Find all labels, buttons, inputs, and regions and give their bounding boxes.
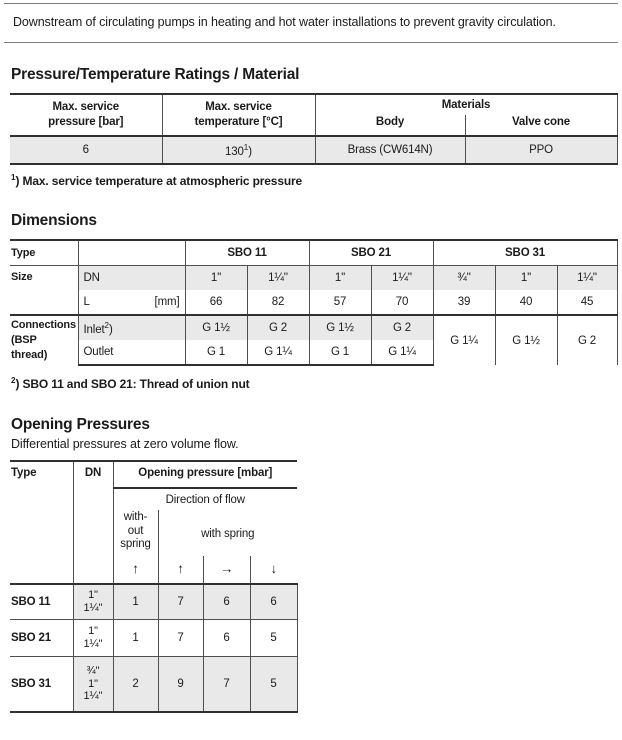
sbo31-thread-value: G 1¼ xyxy=(433,315,495,365)
row-type-label: SBO 21 xyxy=(10,619,73,656)
row-dn-values xyxy=(73,584,113,619)
type-label: Type xyxy=(10,240,78,265)
inlet-text: Inlet xyxy=(83,323,105,336)
max-pressure-header xyxy=(10,94,162,136)
without-spring-line: spring xyxy=(120,538,151,550)
dn-value: 1¼'' xyxy=(371,265,433,290)
dn-line: 1'' xyxy=(88,677,98,690)
outlet-label: Outlet xyxy=(78,340,185,365)
ratings-section-heading: Pressure/Temperature Ratings / Material xyxy=(11,66,300,83)
footnote-text: ) SBO 11 and SBO 21: Thread of union nut xyxy=(15,377,250,391)
connections-line: (BSP thread) xyxy=(11,334,48,361)
pressure-value: 2 xyxy=(113,656,158,712)
opening-pressures-section-heading: Opening Pressures xyxy=(11,416,150,433)
length-value: 70 xyxy=(371,290,433,315)
pressure-value: 6 xyxy=(203,619,250,656)
dn-value: 1'' xyxy=(185,265,247,290)
connections-line: Connections xyxy=(11,319,76,331)
pressure-value: 6 xyxy=(203,584,250,619)
ratings-header-row xyxy=(10,94,617,115)
pressure-value: 7 xyxy=(158,619,203,656)
length-value: 39 xyxy=(433,290,495,315)
length-value: 82 xyxy=(247,290,309,315)
without-spring-header xyxy=(113,510,158,556)
header-line: Max. service xyxy=(205,101,272,113)
header-line: pressure [bar] xyxy=(48,116,124,128)
opening-pressures-table xyxy=(10,460,298,713)
dn-line: 1¼'' xyxy=(83,601,103,614)
footnote-marker: 2 xyxy=(104,320,109,330)
materials-header: Materials xyxy=(315,94,617,115)
outlet-value: G 1 xyxy=(309,340,371,365)
sbo31-thread-value: G 1½ xyxy=(495,315,557,365)
dn-line: 1¼'' xyxy=(83,690,103,702)
opening-header-row xyxy=(10,461,297,488)
dn-row xyxy=(10,265,617,290)
outlet-value: G 1¼ xyxy=(371,340,433,365)
length-value: 66 xyxy=(185,290,247,315)
body-header: Body xyxy=(375,116,405,128)
header-line: Max. service xyxy=(52,101,120,113)
dn-label: DN xyxy=(78,265,185,290)
without-spring-line: with- xyxy=(123,511,148,523)
dn-value: 1'' xyxy=(309,265,371,290)
empty-cell xyxy=(78,240,185,265)
group-header-sbo11: SBO 11 xyxy=(185,240,309,265)
dn-line: 1'' xyxy=(88,625,98,637)
dn-line: 1¼'' xyxy=(83,637,103,650)
without-spring-line: out xyxy=(127,524,144,537)
application-description: Downstream of circulating pumps in heating and hot water installations to prevent gravity circulation. xyxy=(13,15,556,29)
size-label: Size xyxy=(10,265,78,315)
header-line: temperature [°C] xyxy=(194,116,283,128)
dimensions-type-row xyxy=(10,240,617,265)
table-row-sbo21 xyxy=(10,619,297,656)
row-type-label: SBO 11 xyxy=(10,584,73,619)
footnote-marker: 2 xyxy=(11,376,16,385)
pressure-value: 7 xyxy=(203,656,250,712)
dn-column-header: DN xyxy=(73,461,113,584)
dn-value: 1¼'' xyxy=(247,265,309,290)
outlet-value: G 1 xyxy=(185,340,247,365)
pressure-value: 5 xyxy=(250,656,297,712)
body-material-value: Brass (CW614N) xyxy=(315,136,465,164)
pressure-value: 5 xyxy=(250,619,297,656)
ratings-data-row xyxy=(10,136,617,164)
pressure-value: 6 xyxy=(250,584,297,619)
intro-bottom-rule xyxy=(4,42,618,43)
ratings-footnote xyxy=(11,173,622,188)
arrow-up-icon: ↑ xyxy=(158,556,203,584)
max-pressure-value: 6 xyxy=(10,136,162,164)
type-column-header: Type xyxy=(10,461,73,584)
row-dn-values xyxy=(73,619,113,656)
pressure-value: 1 xyxy=(113,619,158,656)
footnote-marker: 1 xyxy=(11,173,16,182)
pressure-value: 1 xyxy=(113,584,158,619)
ratings-table xyxy=(10,93,618,165)
length-row xyxy=(10,290,617,315)
table-row-sbo11 xyxy=(10,584,297,619)
max-temperature-value xyxy=(162,136,315,164)
footnote-paren: ) xyxy=(108,323,113,336)
valve-cone-header: Valve cone xyxy=(465,115,617,136)
footnote-marker: 1 xyxy=(243,142,249,152)
dimensions-section-heading: Dimensions xyxy=(11,212,97,229)
outlet-value: G 1¼ xyxy=(247,340,309,365)
max-temperature-header xyxy=(162,94,315,136)
footnote-text: ) Max. service temperature at atmospheric pressure xyxy=(15,174,303,188)
dimensions-table xyxy=(10,239,618,366)
dn-value: 1¼'' xyxy=(557,265,617,290)
with-spring-header: with spring xyxy=(201,528,255,540)
group-header-sbo31: SBO 31 xyxy=(433,240,617,265)
table-row-sbo31 xyxy=(10,656,297,712)
dn-line: 1'' xyxy=(88,589,98,602)
length-value: 45 xyxy=(557,290,617,315)
connections-label xyxy=(10,315,78,365)
row-dn-values xyxy=(73,656,113,712)
length-unit: [mm] xyxy=(154,296,180,308)
group-header-sbo21: SBO 21 xyxy=(309,240,433,265)
arrow-up-icon: ↑ xyxy=(113,556,158,584)
inlet-row xyxy=(10,315,617,340)
top-rule xyxy=(4,3,618,4)
dn-value: ¾'' xyxy=(433,265,495,290)
dn-line: ¾'' xyxy=(86,665,100,677)
footnote-paren: ) xyxy=(248,145,252,158)
row-type-label: SBO 31 xyxy=(10,656,73,712)
pressure-value: 7 xyxy=(158,584,203,619)
inlet-value: G 1½ xyxy=(185,315,247,340)
length-value: 40 xyxy=(495,290,557,315)
dn-value: 1'' xyxy=(495,265,557,290)
arrow-right-icon: → xyxy=(203,556,250,584)
length-value: 57 xyxy=(309,290,371,315)
length-label-cell xyxy=(78,290,185,315)
inlet-value: G 1½ xyxy=(309,315,371,340)
sbo31-thread-value: G 2 xyxy=(557,315,617,365)
inlet-label xyxy=(78,315,185,340)
valve-cone-material-value: PPO xyxy=(465,136,617,164)
inlet-value: G 2 xyxy=(247,315,309,340)
dimensions-footnote xyxy=(11,376,622,391)
direction-of-flow-header: Direction of flow xyxy=(165,493,245,506)
opening-pressure-header: Opening pressure [mbar] xyxy=(113,461,297,488)
opening-pressures-subtitle: Differential pressures at zero volume flow. xyxy=(11,437,239,451)
inlet-value: G 2 xyxy=(371,315,433,340)
length-label: L xyxy=(83,296,90,308)
arrow-down-icon: ↓ xyxy=(250,556,297,584)
temperature-number: 130 xyxy=(225,145,244,158)
pressure-value: 9 xyxy=(158,656,203,712)
